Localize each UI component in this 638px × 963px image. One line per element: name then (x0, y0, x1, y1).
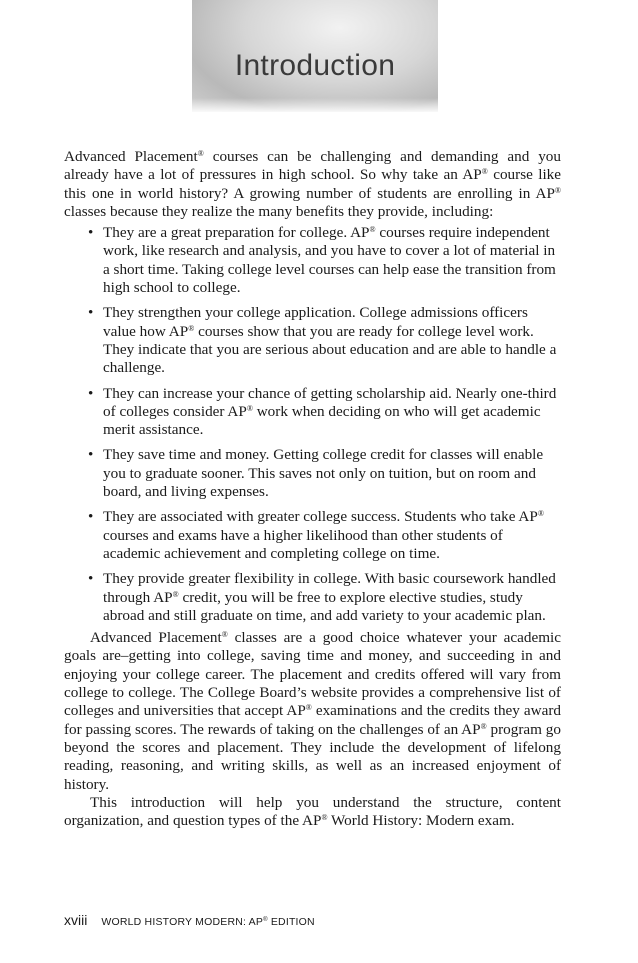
registered-mark: ® (369, 225, 376, 235)
benefit-text: courses show that you are ready for college level work. They indicate that you are serious about education and are able to handle a challenge. (103, 322, 557, 377)
bullet-icon: • (88, 224, 94, 242)
page-body (64, 148, 561, 830)
benefit-text: They are a great preparation for college. AP (103, 224, 370, 242)
page-number: xviii (64, 912, 88, 928)
benefit-text: They strengthen your college application. College admissions officers value how AP (103, 304, 528, 340)
benefit-item-application (86, 304, 561, 377)
running-head-text: EDITION (267, 916, 315, 928)
registered-mark: ® (321, 813, 328, 823)
benefit-text: credit, you will be free to explore elective studies, study abroad and still graduate on time, and add variety to your academic plan. (103, 588, 546, 624)
intro-paragraph (64, 148, 561, 221)
benefit-item-preparation (86, 224, 561, 297)
registered-mark: ® (197, 149, 204, 158)
closing-text-2: World History: Modern exam. (327, 812, 515, 830)
benefit-text: courses require independent work, like research and analysis, and you have to cover a lot of material in a short time. Taking college level courses can help ease the transition from high school to college. (103, 224, 556, 297)
benefit-text: They save time and money. Getting college credit for classes will enable you to graduate sooner. This saves not only on tuition, but on room and board, and living expenses. (103, 446, 544, 501)
registered-mark: ® (263, 917, 268, 923)
bullet-icon: • (88, 384, 94, 402)
closing-text-1: This introduction will help you understand the structure, content organization, and question types of the AP (64, 793, 561, 830)
intro-text-3: course like this one in world history? A growing number of students are enrolling in AP (64, 166, 561, 202)
summary-paragraph (64, 629, 561, 794)
bullet-icon: • (88, 304, 94, 322)
registered-mark: ® (246, 403, 253, 413)
bullet-icon: • (88, 570, 94, 588)
benefit-text: They are associated with greater college success. Students who take AP (103, 508, 538, 526)
summary-text-2: classes are a good choice whatever your academic goals are–getting into college, saving time and money, and succeeding in and enjoying your college career. The placement and credits offered will vary from college to college. The College Board’s website provides a comprehensive list of colleges and universities that accept AP (64, 629, 561, 720)
benefit-text: work when deciding on who will get academic merit assistance. (103, 402, 541, 439)
bullet-icon: • (88, 446, 94, 464)
intro-text-4: classes because they realize the many benefits they provide, including: (64, 202, 494, 220)
intro-text-1: Advanced Placement (64, 148, 198, 165)
chapter-title: Introduction (234, 49, 396, 82)
benefit-text: They can increase your chance of getting scholarship aid. Nearly one-third of colleges consider AP (103, 384, 557, 420)
closing-paragraph (64, 794, 561, 831)
running-head-text: WORLD HISTORY MODERN: AP (101, 916, 264, 928)
registered-mark: ® (172, 589, 179, 599)
benefit-item-scholarship (86, 385, 561, 440)
registered-mark: ® (480, 721, 487, 731)
registered-mark: ® (305, 703, 312, 713)
intro-text-2: courses can be challenging and demanding and you already have a lot of pressures in high school. So why take an AP (64, 148, 561, 184)
bullet-icon: • (88, 508, 94, 526)
summary-text-3: examinations and the credits they award for passing scores. The rewards of taking on the challenges of an AP (64, 702, 561, 738)
registered-mark: ® (537, 509, 544, 519)
registered-mark: ® (221, 630, 228, 640)
summary-text-1: Advanced Placement (90, 629, 222, 647)
benefit-text: They provide greater flexibility in college. With basic coursework handled through AP (103, 570, 556, 606)
benefits-list (64, 224, 561, 625)
benefit-item-savings (86, 446, 561, 501)
registered-mark: ® (554, 185, 561, 195)
page-footer (64, 912, 315, 930)
benefit-text: courses and exams have a higher likelihood than other students of academic achievement and completing college on time. (103, 526, 503, 562)
benefit-item-flexibility (86, 570, 561, 625)
registered-mark: ® (481, 167, 488, 177)
summary-text-4: program go beyond the scores and placement. They include the development of lifelong reading, reasoning, and writing skills, as well as an increased enjoyment of history. (64, 720, 561, 793)
running-head (101, 916, 314, 928)
registered-mark: ® (188, 323, 195, 333)
benefit-item-success (86, 508, 561, 563)
